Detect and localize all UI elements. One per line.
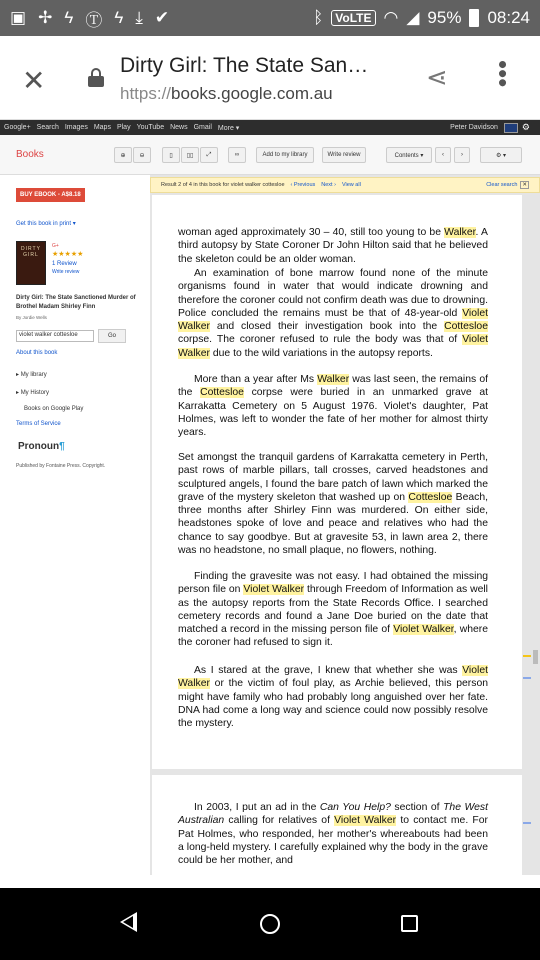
my-library-item[interactable] [16,371,47,378]
book-page-next [152,775,522,875]
gbar-news[interactable]: News [170,124,188,131]
zoom-out-icon[interactable]: ⊖ [133,147,151,163]
close-icon[interactable]: ✕ [522,182,527,188]
my-history-item[interactable] [16,389,49,396]
paragraph-1: woman aged approximately 30 – 40, still too young to be Walker. A third autopsy by State Coroner Dr John Hilton said that he believed the skeleton could be an older woman. [178,227,488,265]
close-icon[interactable]: ✕ [22,65,46,96]
wifi-icon: ◠ [383,8,399,27]
gbar-maps[interactable]: Maps [93,124,111,131]
scrollbar-thumb[interactable] [533,650,538,664]
publisher-logo[interactable] [18,441,65,452]
paragraph-7: In 2003, I put an ad in the Can You Help? section of The West Australian calling for relatives of Violet Walker to contact me. For Pat Holmes, who responded, her mother's whereabouts had been a long-held mystery. I carefully explained why the body in the grave could be her mother, and [178,802,489,867]
paragraph-2: An examination of bone marrow found none of the minute organisms found in water that would indicate drowning and therefore the coroner could not confirm death was due to drowning. Police concluded the remains must be that of 48-year-old Violet Walker and closed their investigation book into the Cottesloe corpse. The coroner refused to rule the body was that of Violet Walker due to the wild variations in the autopsy reports. [178,268,488,359]
gear-icon[interactable]: ⚙ [521,122,530,132]
gbar-google-plus[interactable]: Google+ [4,124,31,131]
overflow-menu-icon[interactable]: ••• [488,60,518,88]
single-page-icon[interactable]: ▯ [162,147,180,163]
published-by: Published by Fontaine Press. Copyright. [16,463,106,469]
gbar-search[interactable]: Search [36,124,59,131]
contents-dropdown[interactable]: Contents ▾ [386,147,432,163]
settings-dropdown-icon[interactable]: ⚙ ▾ [480,147,522,163]
books-logo[interactable]: Books [16,149,44,160]
my-history-label: My History [20,390,50,396]
flag-icon[interactable] [504,123,518,133]
reviews-link[interactable]: 1 Review [52,261,77,267]
books-toolbar [0,135,540,175]
two-page-icon[interactable]: ▯▯ [181,147,199,163]
google-plus-icon[interactable]: G+ [52,243,59,249]
android-nav-bar [0,888,540,960]
gbar-youtube[interactable]: YouTube [136,124,165,131]
triangle-right-icon: ▸ [16,390,21,396]
logo-mark-icon: ¶ [59,441,65,452]
rating-stars: ★★★★★ [52,251,84,258]
t-icon: Ⓣ [85,10,103,30]
share-icon[interactable]: ⋖ [426,62,448,92]
add-to-library-button[interactable]: Add to my library [256,147,314,163]
battery-icon [469,9,479,27]
clock: 08:24 [487,8,530,27]
view-all-link[interactable]: View all [341,182,361,188]
bluetooth-icon: ᛒ [313,8,324,27]
book-title: Dirty Girl: The State Sanctioned Murder of Brothel Madam Shirley Finn [16,295,136,310]
gbar-more[interactable]: More ▾ [217,124,240,132]
zoom-in-icon[interactable]: ⊕ [114,147,132,163]
recent-apps-icon[interactable] [401,915,418,932]
books-on-play-link[interactable]: Books on Google Play [24,406,84,412]
publisher-logo-text: Pronoun [18,441,60,452]
flash-icon-2: ϟ [114,8,124,27]
page-url[interactable] [120,84,333,104]
result-count: Result 2 of 4 in this book for violet walker cottesloe [161,182,285,188]
download-icon: ⤓ [135,8,143,27]
page-marker[interactable] [523,822,531,824]
signal-icon: ◢ [406,8,420,27]
battery-percent: 95% [427,8,462,27]
previous-result-link[interactable]: ‹ Previous [290,182,316,188]
search-result-bar [150,177,540,193]
book-author[interactable]: By Jordie Wells [16,315,47,320]
go-button[interactable]: Go [98,329,126,343]
prev-page-icon[interactable]: ‹ [435,147,451,163]
cover-title: DIRTY GIRL [21,246,41,258]
buy-ebook-button[interactable]: BUY EBOOK - A$8.18 [16,188,85,202]
triangle-right-icon: ▸ [16,372,21,378]
gbar-play[interactable]: Play [116,124,131,131]
pinwheel-icon: ✢ [38,8,53,27]
page-title[interactable]: Dirty Girl: The State San… [120,54,369,77]
flash-icon: ϟ [64,8,74,27]
page-marker[interactable] [523,677,531,679]
url-host: books.google.com.au [171,84,333,103]
sidebar [0,175,150,875]
result-marker[interactable] [523,655,531,657]
next-result-link[interactable]: Next › [321,182,336,188]
status-bar [0,0,540,36]
checkmark-icon: ✔ [154,8,170,27]
paragraph-3: More than a year after Ms Walker was last seen, the remains of the Cottesloe corpse were buried in an unmarked grave at Karrakatta Cemetery on 5 August 1976. Violet's daughter, Pat Holmes, was left to wonder the fate of her mother for almost thirty years. [178,374,488,439]
browser-toolbar [0,36,540,120]
about-book-link[interactable]: About this book [16,350,58,356]
gallery-icon: ▣ [10,8,27,27]
write-review-button[interactable]: Write review [322,147,366,163]
next-page-icon[interactable]: › [454,147,470,163]
paragraph-5: Finding the gravesite was not easy. I had obtained the missing person file on Violet Walker through Freedom of Information as well as the autopsy reports from the State Records Office. I searched cemetery records and found a Jane Doe buried on the date that matched a record in the missing person file of Violet Walker, where the coroner had refused to sign it. [178,571,489,649]
terms-link[interactable]: Terms of Service [16,421,61,427]
paragraph-6: As I stared at the grave, I knew that whether she was Violet Walker or the victim of foul play, as Archie believed, this person might have family who had probably long anguished over her fate. DNA had come a long way and science could now possibly resolve the mystery. [178,665,488,730]
clear-search-link[interactable]: Clear search [486,182,518,188]
fullscreen-icon[interactable]: ⤢ [200,147,218,163]
link-icon[interactable]: ∞ [228,147,246,163]
search-in-book-input[interactable]: violet walker cottesloe [16,330,94,342]
gbar-gmail[interactable]: Gmail [193,124,212,131]
book-viewer[interactable] [150,175,540,875]
google-bar [0,120,540,135]
url-scheme: https:// [120,84,172,103]
lock-icon[interactable] [88,68,104,86]
book-cover[interactable] [16,241,46,285]
gbar-images[interactable]: Images [64,124,88,131]
book-page [152,195,522,769]
volte-badge: VoLTE [331,10,375,26]
home-icon[interactable] [260,914,280,934]
gbar-user[interactable]: Peter Davidson [450,124,498,131]
write-review-link[interactable]: Write review [52,269,80,275]
get-print-link[interactable]: Get this book in print ▾ [16,221,76,227]
my-library-label: My library [20,372,47,378]
back-icon[interactable] [120,912,137,932]
paragraph-4: Set amongst the tranquil gardens of Karrakatta cemetery in Perth, past rows of marble pillars, tall crosses, carved headstones and sculptured angels, I found the bare patch of lawn which marked the grave of the mystery skeleton that washed up on Cottesloe Beach, three months after Shirley Finn was murdered. On either side, headstones spoke of love and peace and relatives who had the chance to say goodbye. But at gravesite 53, in lawn area 2, there was no headstone, no small plaque, no flowers, nothing. [178,452,488,557]
